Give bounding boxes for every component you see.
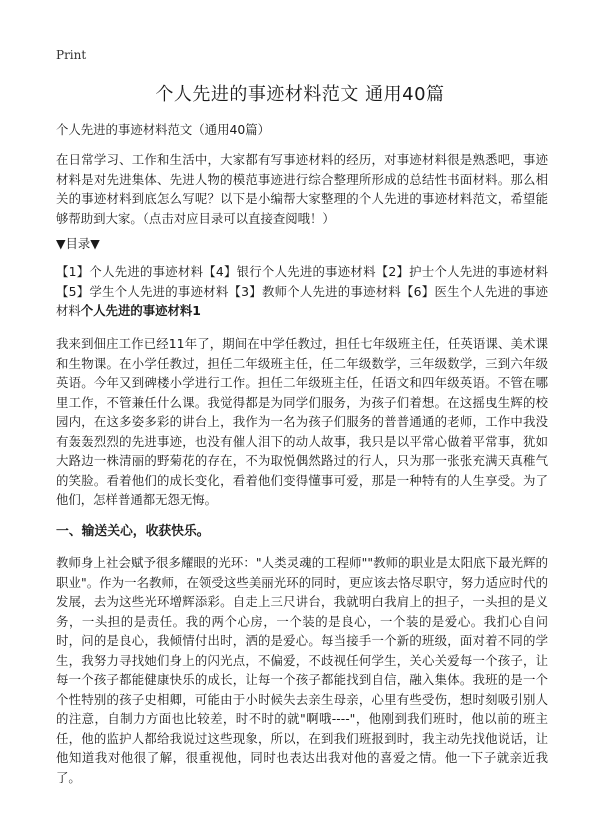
toc-item-5[interactable]: 【5】学生个人先进的事迹材料 bbox=[56, 283, 229, 299]
toc-toggle[interactable]: ▼目录▼ bbox=[56, 236, 100, 251]
section-heading-current: 个人先进的事迹材料1 bbox=[80, 303, 201, 318]
toc-item-1[interactable]: 【1】个人先进的事迹材料 bbox=[56, 264, 204, 279]
section-heading-1: 一、输送关心，收获快乐。 bbox=[56, 524, 210, 539]
body-paragraph-1: 我来到佃庄工作已经11年了，期间在中学任教过，担任七年级班主任，任英语课、美术课和生物课。在小学任教过，担任二年级班主任，任二年级数学，三年级数学，三到六年级英语。今年又到碑楼小学进行工作。担任二年级班主任，任语文和四年级英语。不管在哪里工作，不管兼任什么课。我觉得都是为同学们服务，为孩子们着想。在这摇曳生辉的校园内，在这多姿多彩的讲台上，我作为一名为孩子们服务的普普通通的老师，工作中我没有轰轰烈烈的先进事迹，也没有催人泪下的动人故事，我只是以平常心做着平常事，犹如大路边一株清丽的野菊花的存在，不为取悦偶然路过的行人，只为那一张张充满天真稚气的笑脸。看着他们的成长变化，看着他们变得懂事可爱，那是一种特有的人生享受。为了他们，怎样普通都无怨无悔。 bbox=[56, 336, 548, 507]
print-link[interactable]: Print bbox=[56, 48, 87, 62]
document-subtitle: 个人先进的事迹材料范文（通用40篇） bbox=[56, 122, 271, 137]
body-paragraph-2: 教师身上社会赋予很多耀眼的光环："人类灵魂的工程师""教师的职业是太阳底下最光辉的职业"。作为一名教师，在领受这些美丽光环的同时，更应该去恪尽职守，努力适应时代的发展，去为这些光环增辉添彩。自走上三尺讲台，我就明白我肩上的担子，一头担的是义务，一头担的是责任。我的两个心房，一个装的是良心，一个装的是爱心。我扪心自问时，问的是良心，我倾情付出时，洒的是爱心。每当接手一个新的班级，面对着不同的学生，我努力寻找她们身上的闪光点，不偏爱，不歧视任何学生，关心关爱每一个孩子，让每一个孩子都能健康快乐的成长，让每一个孩子都能找到自信，融入集体。我班的是一个个性特别的孩子史相卿，可能由于小时候失去亲生母亲，心里有些受伤，想时刻吸引别人的注意，自制力方面也比较差，时不时的就"啊哦----"，他刚到我们班时，他以前的班主任，他的监护人都给我说过这些现象，所以，在到我们班报到时，我主动先找他说话，让他知道我对他很了解，很重视他，同时也表达出我对他的喜爱之情。他一下子就亲近我了。 bbox=[56, 555, 548, 785]
toc-item-4[interactable]: 【4】银行个人先进的事迹材料 bbox=[203, 264, 376, 279]
intro-paragraph: 在日常学习、工作和生活中，大家都有写事迹材料的经历，对事迹材料很是熟悉吧，事迹材料是对先进集体、先进人物的模范事迹进行综合整理所形成的总结性书面材料。那么相关的事迹材料到底怎么写呢？以下是小编帮大家整理的个人先进的事迹材料范文，希望能够帮助到大家。（点击对应目录可以直接查阅哦！） bbox=[56, 152, 548, 226]
toc-item-3[interactable]: 【3】教师个人先进的事迹材料 bbox=[228, 283, 402, 299]
table-of-contents bbox=[56, 262, 548, 321]
page-title: 个人先进的事迹材料范文 通用40篇 bbox=[155, 84, 445, 105]
toc-item-6[interactable]: 【6】医生个人先进的事迹材料 bbox=[56, 283, 548, 318]
toc-item-2[interactable]: 【2】护士个人先进的事迹材料 bbox=[375, 264, 548, 279]
